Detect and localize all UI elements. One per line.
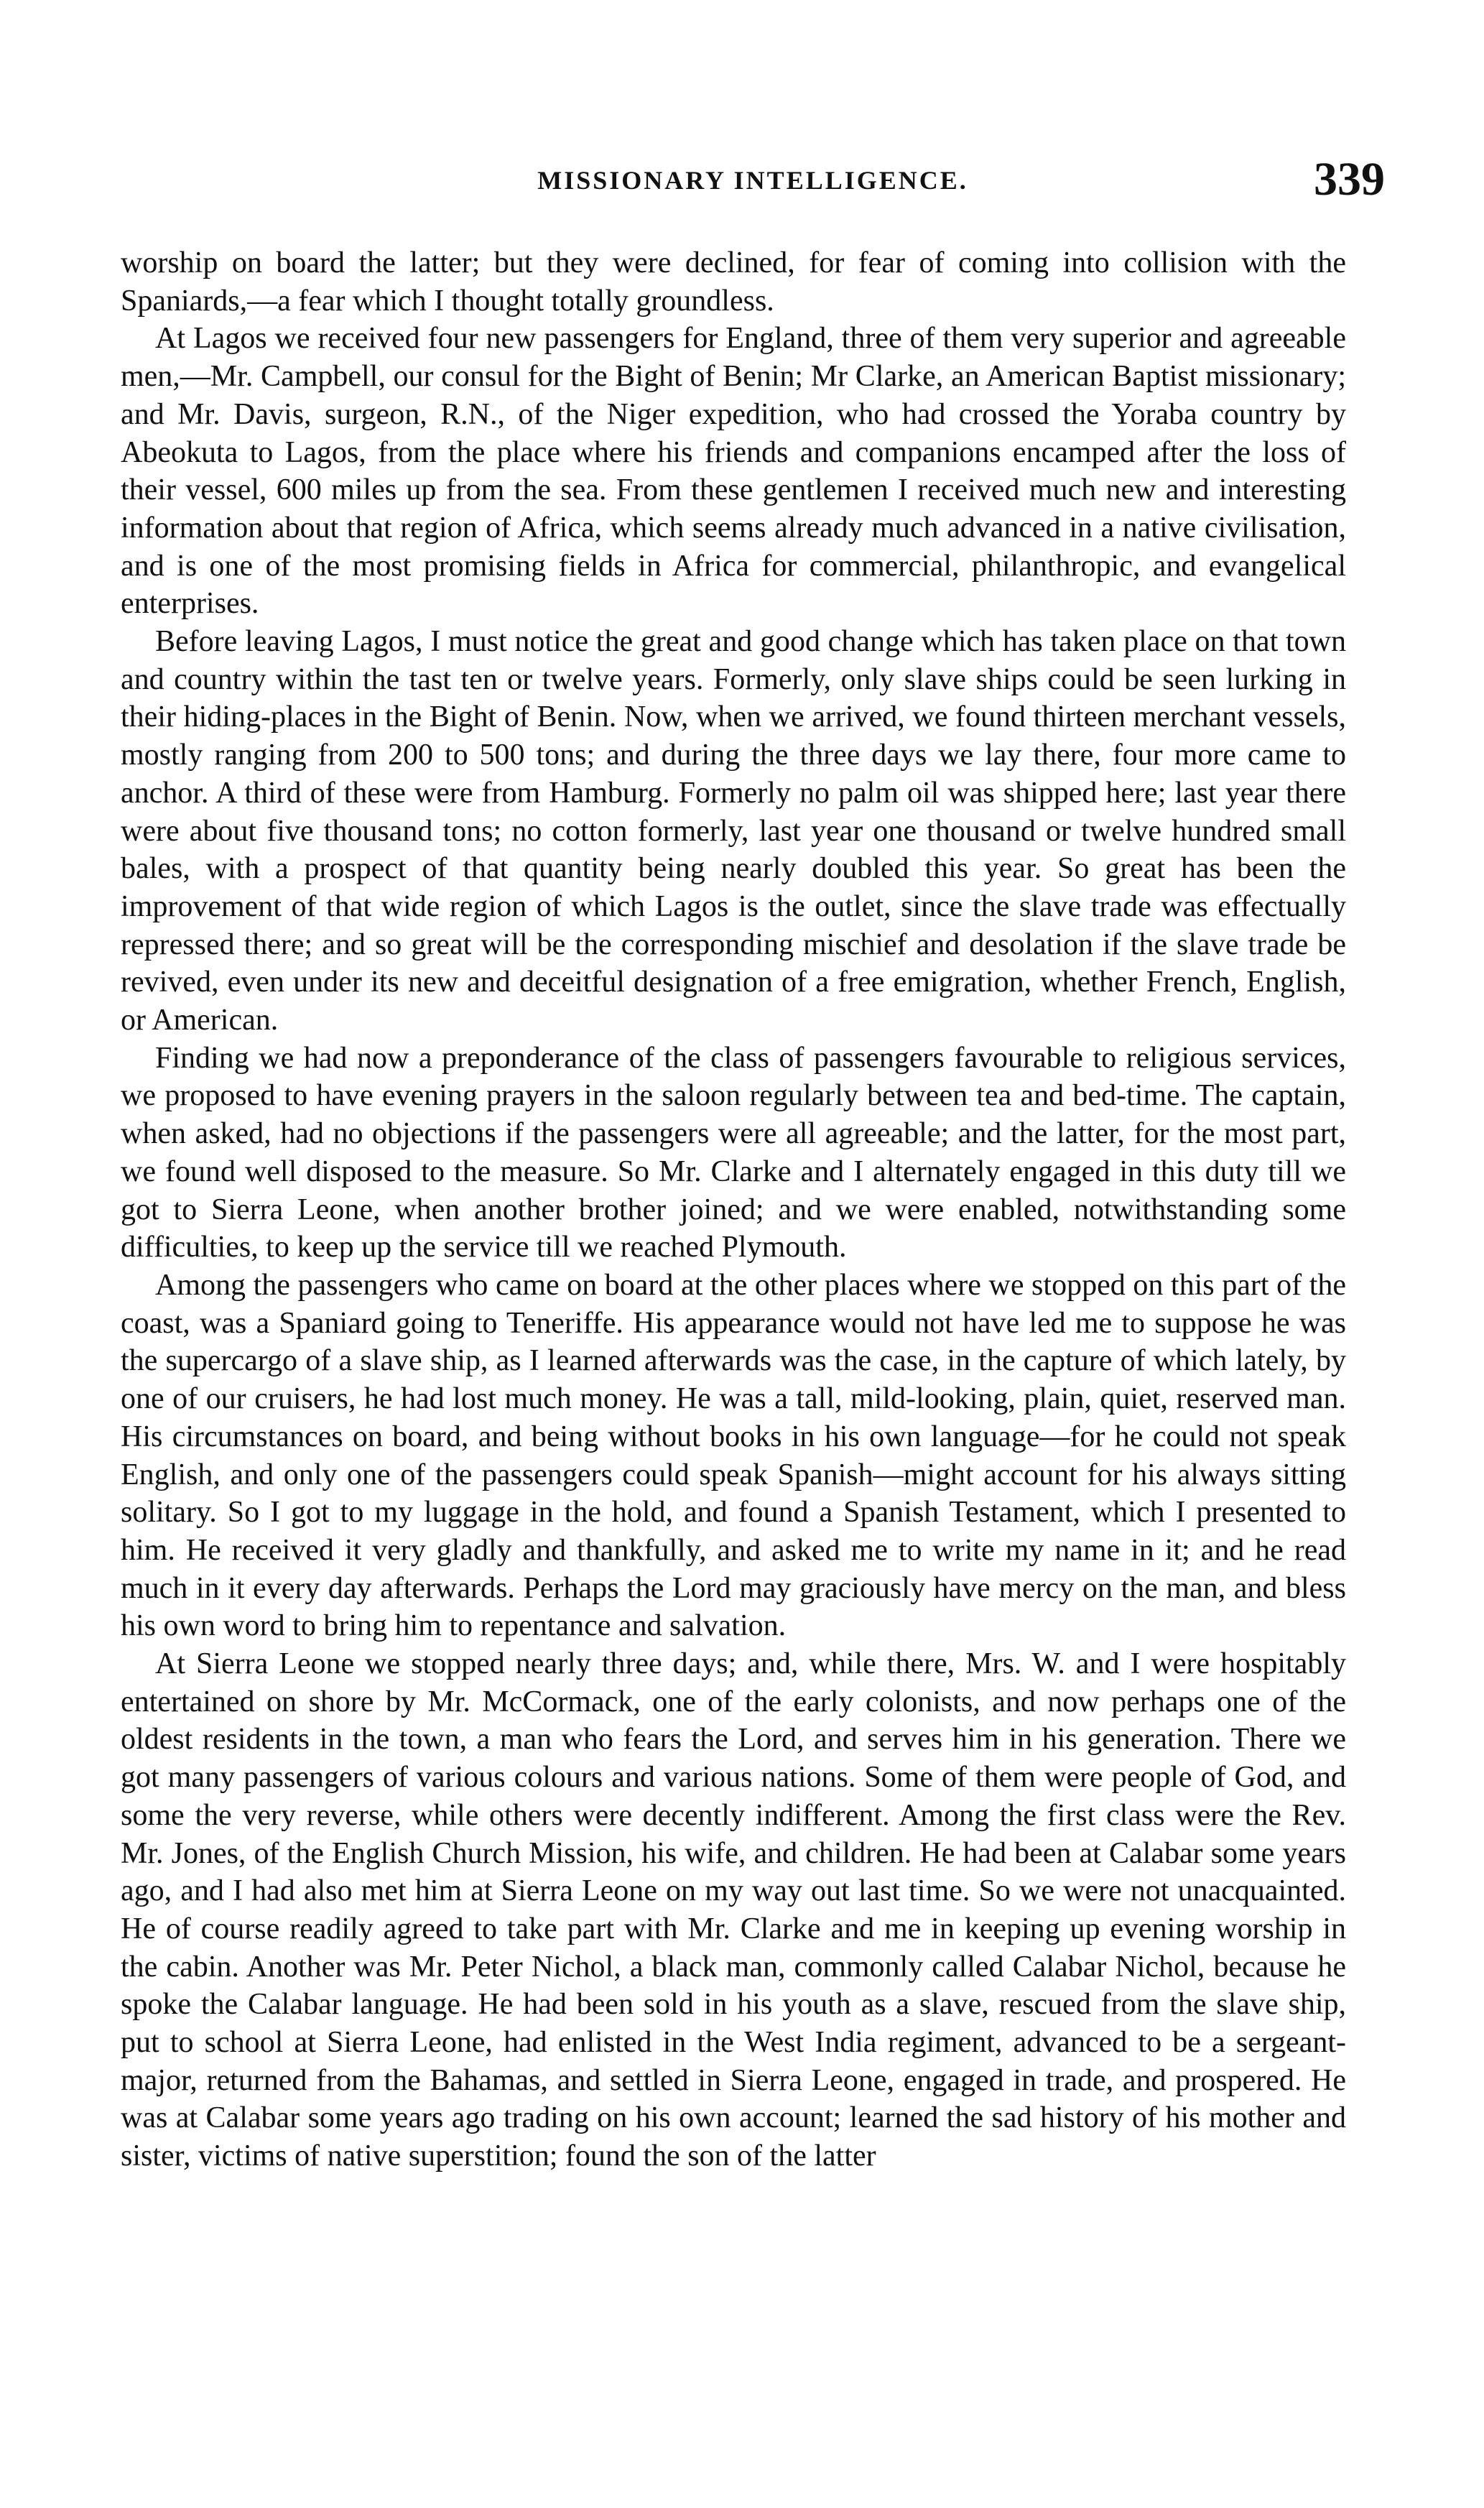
paragraph-evening-prayers: Finding we had now a preponderance of the class of passengers favourable to religious services, we proposed to have evening prayers in the saloon regularly between tea and bed-time. The captain, when asked, had no objections if the passengers were all agreeable; and the latter, for the most part, we found well disposed to the measure. So Mr. Clarke and I alternately engaged in this duty till we got to Sierra Leone, when another brother joined; and we were enabled, notwithstanding some difficulties, to keep up the service till we reached Plymouth. xyxy=(121,1041,1346,1264)
running-head: MISSIONARY INTELLIGENCE. xyxy=(537,166,968,195)
paragraph-lagos-change: Before leaving Lagos, I must notice the great and good change which has taken place on that town and country within the tast ten or twelve years. Formerly, only slave ships could be seen lurking in their hiding-places in the Bight of Benin. Now, when we arrived, we found thirteen merchant vessels, mostly ranging from 200 to 500 tons; and during the three days we lay there, four more came to anchor. A third of these were from Hamburg. Formerly no palm oil was shipped here; last year there were about five thousand tons; no cotton formerly, last year one thousand or twelve hundred small bales, with a prospect of that quantity being nearly doubled this year. So great has been the improvement of that wide region of which Lagos is the outlet, since the slave trade was effectually repressed there; and so great will be the corresponding mischief and desolation if the slave trade be revived, even under its new and deceitful designation of a free emigration, whether French, English, or American. xyxy=(121,625,1346,1037)
paragraph-continued: worship on board the latter; but they were declined, for fear of coming into collision with the Spaniards,—a fear which I thought totally groundless. xyxy=(121,246,1346,318)
paragraph-spaniard: Among the passengers who came on board at the other places where we stopped on this part of the coast, was a Spaniard going to Teneriffe. His appearance would not have led me to suppose he was the supercargo of a slave ship, as I learned afterwards was the case, in the capture of which lately, by one of our cruisers, he had lost much money. He was a tall, mild-looking, plain, quiet, reserved man. His circumstances on board, and being without books in his own language—for he could not speak English, and only one of the passengers could speak Spanish—might account for his always sitting solitary. So I got to my luggage in the hold, and found a Spanish Testament, which I presented to him. He received it very gladly and thankfully, and asked me to write my name in it; and he read much in it every day afterwards. Perhaps the Lord may graciously have mercy on the man, and bless his own word to bring him to repentance and salvation. xyxy=(121,1268,1346,1643)
page-number: 339 xyxy=(1314,153,1385,205)
paragraph-sierra-leone: At Sierra Leone we stopped nearly three days; and, while there, Mrs. W. and I were hospitably entertained on shore by Mr. McCormack, one of the early colonists, and now perhaps one of the oldest residents in the town, a man who fears the Lord, and serves him in his generation. There we got many passengers of various colours and various nations. Some of them were people of God, and some the very reverse, while others were decently indifferent. Among the first class were the Rev. Mr. Jones, of the English Church Mission, his wife, and children. He had been at Calabar some years ago, and I had also met him at Sierra Leone on my way out last time. So we were not unacquainted. He of course readily agreed to take part with Mr. Clarke and me in keeping up evening worship in the cabin. Another was Mr. Peter Nichol, a black man, commonly called Calabar Nichol, because he spoke the Calabar language. He had been sold in his youth as a slave, rescued from the slave ship, put to school at Sierra Leone, had enlisted in the West India regiment, advanced to be a sergeant-major, returned from the Bahamas, and settled in Sierra Leone, engaged in trade, and prospered. He was at Calabar some years ago trading on his own account; learned the sad history of his mother and sister, victims of native superstition; found the son of the latter xyxy=(121,1647,1346,2173)
page-header xyxy=(121,153,1385,214)
paragraph-lagos-passengers: At Lagos we received four new passengers for England, three of them very superior and agreeable men,—Mr. Campbell, our consul for the Bight of Benin; Mr Clarke, an American Baptist missionary; and Mr. Davis, surgeon, R.N., of the Niger expedition, who had crossed the Yoraba country by Abeokuta to Lagos, from the place where his friends and companions encamped after the loss of their vessel, 600 miles up from the sea. From these gentlemen I received much new and interesting information about that region of Africa, which seems already much advanced in a native civilisation, and is one of the most promising fields in Africa for commercial, philanthropic, and evangelical enterprises. xyxy=(121,322,1346,621)
body-text xyxy=(121,244,1346,2175)
